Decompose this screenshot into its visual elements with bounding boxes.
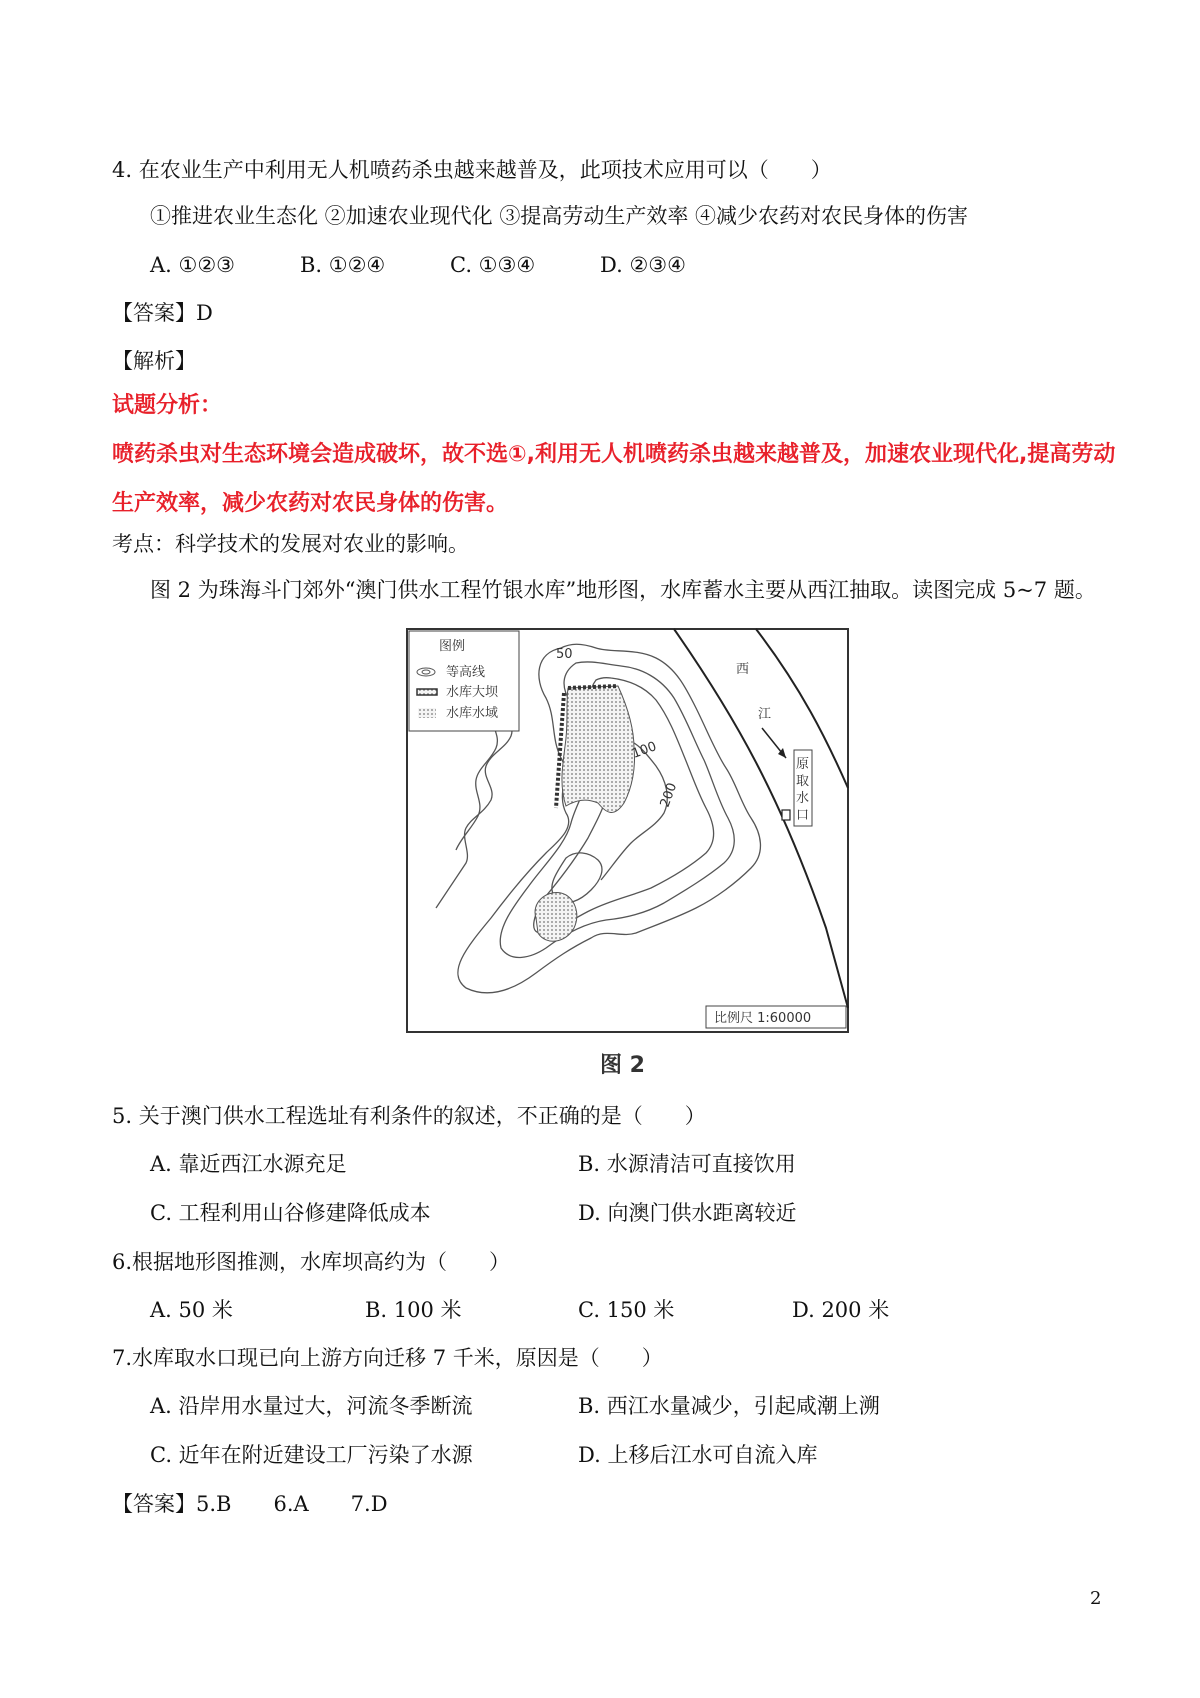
q4-option-d: D. ②③④ [600,253,686,277]
q4-items: ①推进农业生态化 ②加速农业现代化 ③提高劳动生产效率 ④减少农药对农民身体的伤害 [150,204,969,228]
q4-analysis-title: 试题分析： [112,393,223,418]
q4-option-a: A. ①②③ [150,253,235,277]
q5-option-a: A. 靠近西江水源充足 [150,1152,347,1176]
q6-stem: 6.根据地形图推测，水库坝高约为（ ） [112,1250,511,1274]
q6-option-c: C. 150 米 [578,1298,675,1322]
reservoir-water [562,686,635,812]
intake-label-4: 口 [796,808,810,823]
topographic-map [406,628,849,1033]
q5-option-d: D. 向澳门供水距离较近 [578,1201,797,1225]
q5-option-c: C. 工程利用山谷修建降低成本 [150,1201,431,1225]
q4-analysis-label: 【解析】 [112,349,196,373]
q4-stem: 4. 在农业生产中利用无人机喷药杀虫越来越普及，此项技术应用可以（ ） [112,158,832,182]
river-name-2: 江 [758,707,772,722]
q4-option-b: B. ①②④ [300,253,386,277]
legend-item-dam: 水库大坝 [446,685,499,700]
water-legend-icon [418,708,436,718]
intake-label-3: 水 [796,791,810,806]
q7-option-d: D. 上移后江水可自流入库 [578,1443,818,1467]
legend-item-water: 水库水域 [446,706,499,721]
q6-option-b: B. 100 米 [365,1298,462,1322]
q4-option-c: C. ①③④ [450,253,536,277]
q4-point: 考点：科学技术的发展对农业的影响。 [112,532,469,556]
legend-title: 图例 [439,639,466,654]
contour-label-100: 100 [630,739,659,762]
contour-label-50: 50 [556,647,573,662]
scale-label: 比例尺 1:60000 [714,1011,812,1026]
map-legend [409,631,519,731]
q7-option-c: C. 近年在附近建设工厂污染了水源 [150,1443,473,1467]
reservoir-water-south [535,893,577,942]
contour-label-200: 200 [657,780,681,810]
figure-caption: 图 2 [600,1053,645,1078]
q4-analysis-line2: 生产效率，减少农药对农民身体的伤害。 [112,491,509,516]
q5-option-b: B. 水源清洁可直接饮用 [578,1152,796,1176]
q4-answer: 【答案】D [112,301,213,325]
answers-5-7: 【答案】5.B 6.A 7.D [112,1492,388,1516]
figure-intro: 图 2 为珠海斗门郊外“澳门供水工程竹银水库”地形图，水库蓄水主要从西江抽取。读图完成 5~7 题。 [150,578,1096,602]
intake-marker [782,810,790,820]
q7-option-b: B. 西江水量减少，引起咸潮上溯 [578,1394,880,1418]
q5-stem: 5. 关于澳门供水工程选址有利条件的叙述，不正确的是（ ） [112,1104,706,1128]
dam-legend-icon [417,689,437,695]
q7-stem: 7.水库取水口现已向上游方向迁移 7 千米，原因是（ ） [112,1346,663,1370]
river-name-1: 西 [736,662,750,677]
intake-label-1: 原 [796,757,810,772]
q7-option-a: A. 沿岸用水量过大，河流冬季断流 [150,1394,473,1418]
page-number: 2 [1090,1588,1102,1609]
q4-analysis-line1: 喷药杀虫对生态环境会造成破坏，故不选①,利用无人机喷药杀虫越来越普及，加速农业现代化,提高劳动 [112,442,1116,467]
legend-item-contour: 等高线 [446,665,486,680]
q6-option-a: A. 50 米 [150,1298,233,1322]
intake-label-2: 取 [796,774,810,789]
q6-option-d: D. 200 米 [792,1298,890,1322]
